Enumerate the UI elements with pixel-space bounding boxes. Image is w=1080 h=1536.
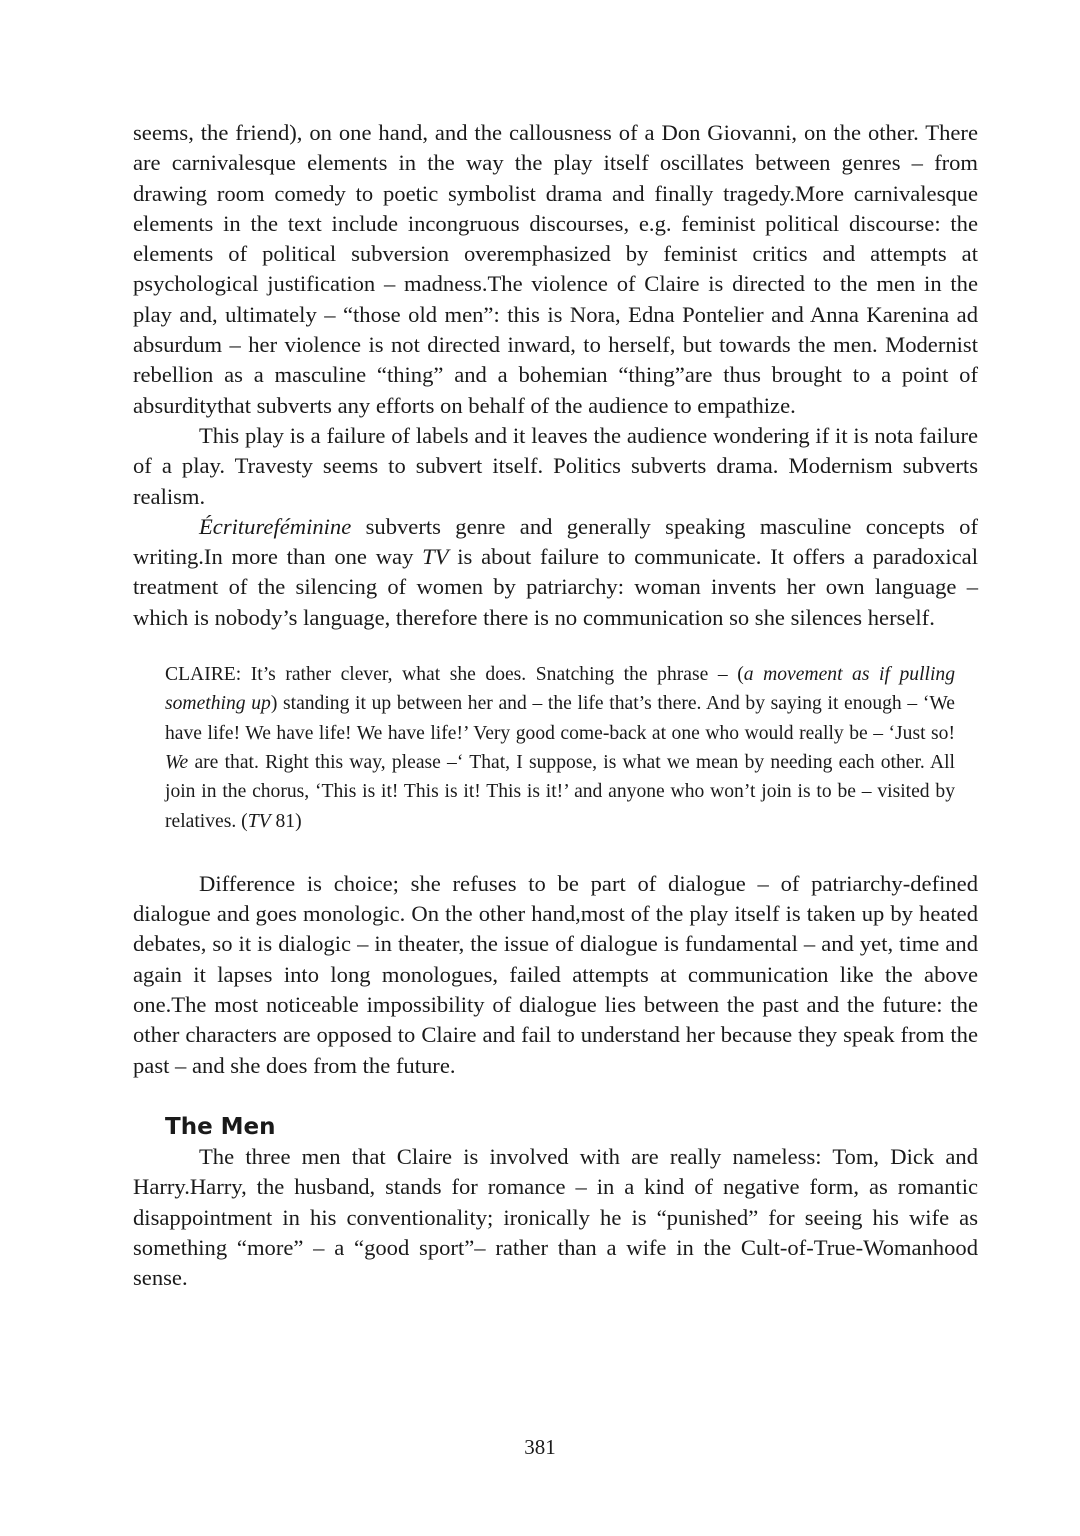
text-run: seems, the friend), on one hand, and the callousness of a Don Giovanni, on the other. There are carnivalesque elements in the way the play itself oscillates between genres – from drawing room comedy to poetic symbolist drama and finally tragedy.More carnivalesque elements in the text include incongruous discourses, e.g. feminist political discourse: the elements of political subversion overemphasized by feminist critics and attempts at psychological justification – madness.The violence of Claire is directed to the men in the play and, ultimately – “those old men”: this is Nora, Edna Pontelier and Anna Karenina ad absurdum – her violence is not directed inward, to herself, but towards the men. Modernist rebellion as a masculine “thing” and a bohemian “thing”are thus brought to a point of absurditythat subverts any efforts on behalf of the audience to empathize. (133, 120, 978, 418)
block-quote (133, 660, 955, 836)
text-run: is about failure to communicate. It offers a paradoxical treatment of the silencing of women by patriarchy: woman invents her own language – which is nobody’s language, therefore there is no communication so she silences herself. (133, 544, 978, 630)
body-paragraph-2 (133, 421, 978, 512)
italic-text: TV (422, 544, 449, 570)
italic-text: TV (247, 810, 271, 832)
italic-text: We (165, 751, 189, 773)
text-run: Difference is choice; she refuses to be part of dialogue – of patriarchy-defined dialogue and goes monologic. On the other hand,most of the play itself is taken up by heated debates, so it is dialogic – in theater, the issue of dialogue is fundamental – and yet, time and again it lapses into long monologues, failed attempts at communication like the above one.The most noticeable impossibility of dialogue lies between the past and the future: the other characters are opposed to Claire and fail to understand her because they speak from the past – and she does from the future. (133, 870, 978, 1078)
body-paragraph-1 (133, 118, 978, 421)
italic-text: a movement as if pulling something up (165, 664, 955, 715)
text-run: The three men that Claire is involved with are really nameless: Tom, Dick and Harry.Harry, the husband, stands for romance – in a kind of negative form, as romantic disappointment in his conventionality; ironically he is “punished” for seeing his wife as something “more” – a “good sport”– rather than a wife in the Cult-of-True-Womanhood sense. (133, 1143, 978, 1291)
page-body (133, 118, 978, 1293)
text-run: ) standing it up between her and – the life that’s there. And by saying it enough – ‘We have life! We have life! We have life!’ Very good come-back at one who would really be – ‘Just so! (165, 693, 955, 744)
text-run: subverts genre and generally speaking masculine concepts of writing.In more than one way (133, 513, 978, 570)
page-number: 381 (524, 1435, 556, 1459)
text-run: are that. Right this way, please –‘ That, I suppose, is what we mean by needing each other. All join in the chorus, ‘This is it! This is it! This is it!’ and anyone who won’t join is to be – visited by relatives. ( (165, 751, 955, 832)
body-paragraph-3 (133, 512, 978, 633)
text-run: CLAIRE: It’s rather clever, what she does. Snatching the phrase – ( (165, 664, 744, 686)
text-run: 81) (270, 810, 302, 832)
body-paragraph-5 (133, 1142, 978, 1293)
section-heading: The Men (165, 1113, 276, 1140)
text-run: This play is a failure of labels and it leaves the audience wondering if it is nota failure of a play. Travesty seems to subvert itself. Politics subverts drama. Modernism subverts realism. (133, 422, 978, 509)
italic-text: Écritureféminine (199, 513, 352, 539)
body-paragraph-4 (133, 869, 978, 1081)
